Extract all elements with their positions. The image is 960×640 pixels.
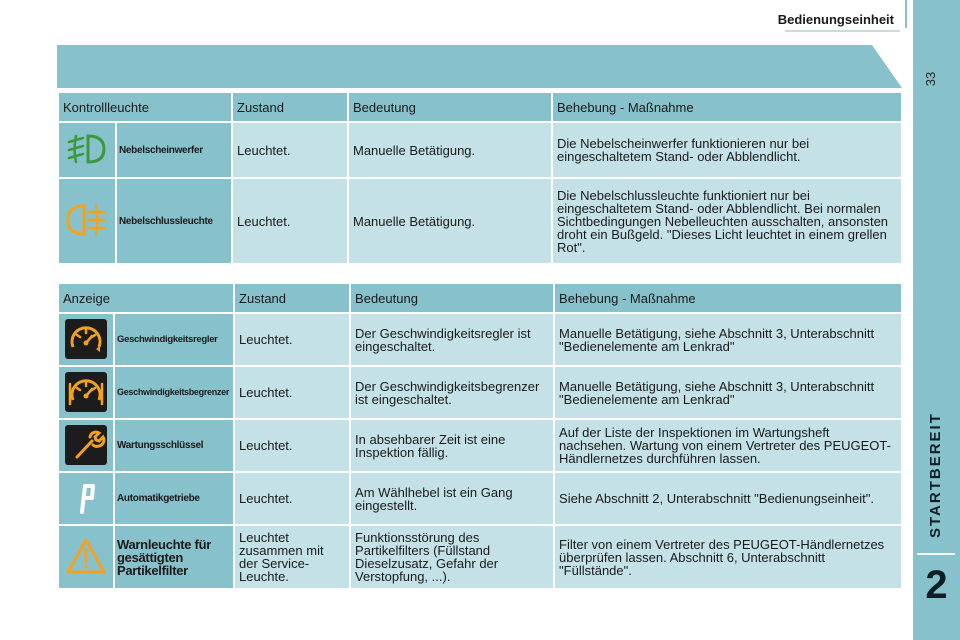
state-cell: Leuchtet.: [233, 179, 347, 263]
table-row: [59, 367, 901, 418]
col-header-indicator: Anzeige: [59, 284, 233, 312]
indicator-name: Warnleuchte für gesättigten Partikelfilter: [115, 526, 233, 588]
col-header-state: Zustand: [233, 93, 347, 121]
table-row: [59, 526, 901, 588]
action-cell: Manuelle Betätigung, siehe Abschnitt 3, Unterabschnitt "Bedienelemente am Lenkrad": [555, 367, 901, 418]
state-cell: Leuchtet.: [235, 314, 349, 365]
action-cell: Die Nebelschlussleuchte funktioniert nur bei eingeschaltetem Stand- oder Abblendlicht. Bei normalen Sichtbedingungen Nebelleuchten ausschalten, ansonsten droht ein Bußgeld. "Dieses Licht leuchtet in einem grellen Rot".: [553, 179, 901, 263]
table-header-row: [59, 93, 901, 121]
indicators-table: [57, 282, 903, 590]
gear-p-icon: [71, 478, 101, 518]
table-header-row: [59, 284, 901, 312]
side-rule: [905, 0, 907, 28]
warning-lights-table: [57, 91, 903, 265]
meaning-cell: Manuelle Betätigung.: [349, 123, 551, 177]
page-header-title: Bedienungseinheit: [777, 12, 894, 27]
action-cell: Filter von einem Vertreter des PEUGEOT-Händlernetzes überprüfen lassen. Abschnitt 6, Unterabschnitt "Füllstände".: [555, 526, 901, 588]
col-header-meaning: Bedeutung: [351, 284, 553, 312]
header-rule: [785, 30, 900, 32]
speed-limiter-icon-cell: [59, 367, 113, 418]
wrench-icon-cell: [59, 420, 113, 471]
meaning-cell: Am Wählhebel ist ein Gang eingestellt.: [351, 473, 553, 524]
chapter-side-label: [926, 412, 946, 538]
top-banner: [57, 45, 902, 88]
rear-fog-lamp-icon: [64, 202, 110, 238]
table-row: [59, 420, 901, 471]
action-cell: Die Nebelscheinwerfer funktionieren nur bei eingeschaltetem Stand- oder Abblendlicht.: [553, 123, 901, 177]
state-cell: Leuchtet.: [235, 473, 349, 524]
table-row: [59, 179, 901, 263]
light-name: Nebelscheinwerfer: [117, 123, 231, 177]
state-cell: Leuchtet.: [233, 123, 347, 177]
table-row: [59, 123, 901, 177]
state-cell: Leuchtet.: [235, 367, 349, 418]
state-cell: Leuchtet zusammen mit der Service-Leuchte.: [235, 526, 349, 588]
light-name: Nebelschlussleuchte: [117, 179, 231, 263]
speed-regulator-icon: [65, 319, 107, 359]
side-band: [913, 0, 960, 640]
action-cell: Manuelle Betätigung, siehe Abschnitt 3, Unterabschnitt "Bedienelemente am Lenkrad": [555, 314, 901, 365]
front-fog-lamp-icon-cell: [59, 123, 115, 177]
wrench-icon: [65, 425, 107, 465]
col-header-state: Zustand: [235, 284, 349, 312]
col-header-meaning: Bedeutung: [349, 93, 551, 121]
front-fog-lamp-icon: [64, 132, 110, 166]
action-cell: Auf der Liste der Inspektionen im Wartungsheft nachsehen. Wartung von einem Vertreter des PEUGEOT-Händlernetzes durchführen lassen.: [555, 420, 901, 471]
chapter-number: 2: [925, 563, 948, 607]
speed-regulator-icon-cell: [59, 314, 113, 365]
warning-triangle-icon: [64, 536, 108, 576]
meaning-cell: Funktionsstörung des Partikelfilters (Füllstand Dieselzusatz, Gefahr der Verstopfung, ...).: [351, 526, 553, 588]
speed-limiter-icon: [65, 372, 107, 412]
meaning-cell: Der Geschwindigkeitsregler ist eingeschaltet.: [351, 314, 553, 365]
side-divider: [917, 553, 955, 555]
col-header-light: Kontrollleuchte: [59, 93, 231, 121]
gear-p-icon-cell: [59, 473, 113, 524]
meaning-cell: In absehbarer Zeit ist eine Inspektion fällig.: [351, 420, 553, 471]
action-cell: Siehe Abschnitt 2, Unterabschnitt "Bedienungseinheit".: [555, 473, 901, 524]
indicator-name: Wartungsschlüssel: [115, 420, 233, 471]
state-cell: Leuchtet.: [235, 420, 349, 471]
warning-triangle-icon-cell: [59, 526, 113, 588]
indicator-name: Automatikgetriebe: [115, 473, 233, 524]
col-header-action: Behebung - Maßnahme: [553, 93, 901, 121]
meaning-cell: Manuelle Betätigung.: [349, 179, 551, 263]
indicator-name: Geschwindigkeitsbegrenzer: [115, 367, 233, 418]
indicator-name: Geschwindigkeitsregler: [115, 314, 233, 365]
table-row: [59, 314, 901, 365]
meaning-cell: Der Geschwindigkeitsbegrenzer ist eingeschaltet.: [351, 367, 553, 418]
col-header-action: Behebung - Maßnahme: [555, 284, 901, 312]
rear-fog-lamp-icon-cell: [59, 179, 115, 263]
page-number: 33: [923, 71, 938, 87]
chapter-side-label-text: STARTBEREIT: [927, 412, 944, 538]
table-row: [59, 473, 901, 524]
